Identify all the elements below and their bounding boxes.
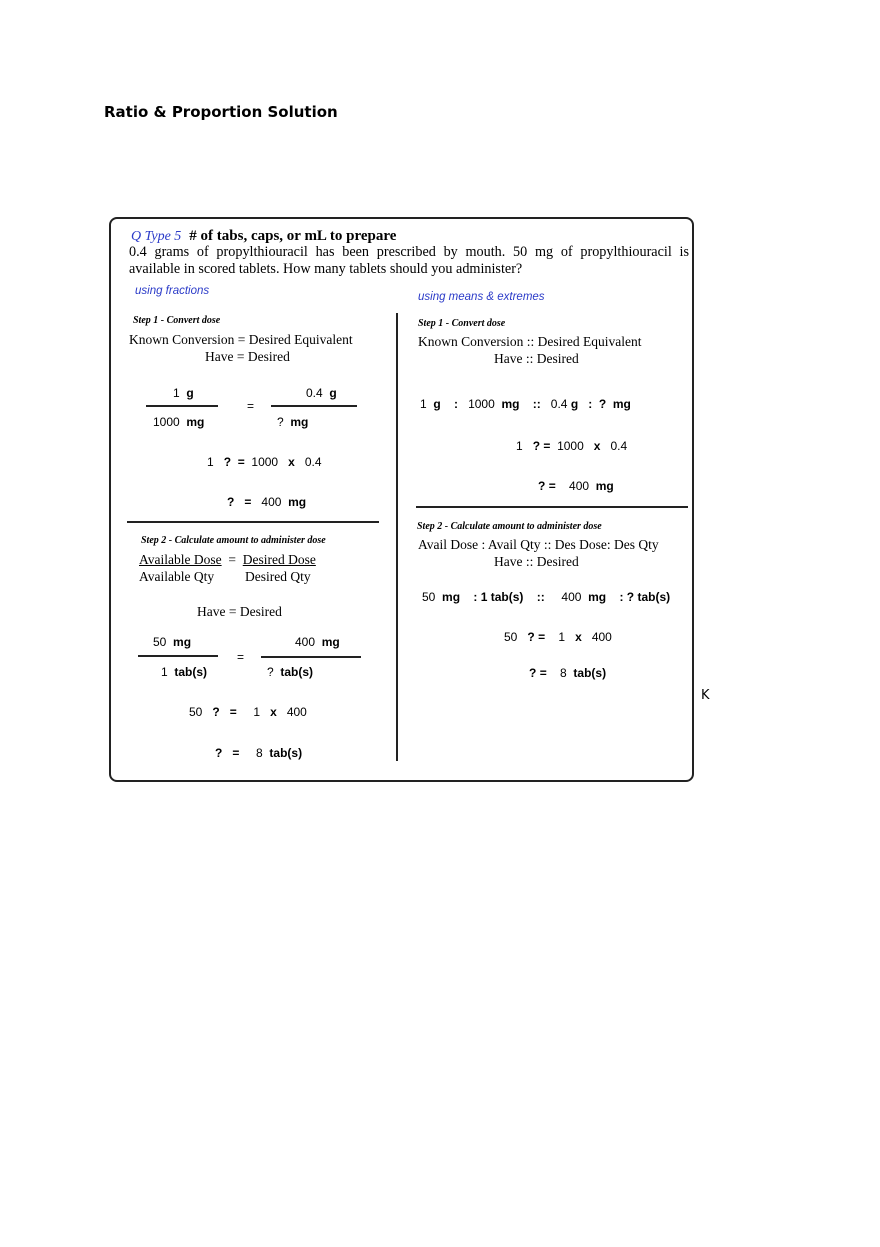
question-header bbox=[131, 225, 396, 245]
stray-letter: K bbox=[701, 688, 710, 703]
left-f1-numerator-left: 1 g bbox=[173, 386, 194, 400]
problem-statement: 0.4 grams of propylthiouracil has been prescribed by mouth. 50 mg of propylthiouracil is available in scored tablets. How many tablets should you administer? bbox=[129, 244, 689, 277]
left-f2-fraction-bar-left bbox=[138, 655, 218, 657]
left-f2-numerator-left: 50 mg bbox=[153, 635, 192, 649]
right-step2-rule-line2: Have :: Desired bbox=[494, 554, 579, 569]
left-step2-result: ? = 8 tab(s) bbox=[215, 746, 303, 760]
question-type-label: Q Type 5 bbox=[131, 229, 182, 244]
right-step2-result: ? = 8 tab(s) bbox=[529, 666, 607, 680]
left-step2-cross-multiply: 50 ? = 1 x 400 bbox=[189, 705, 307, 719]
right-step1-cross-multiply: 1 ? = 1000 x 0.4 bbox=[516, 439, 628, 453]
right-step1-rule-line2: Have :: Desired bbox=[494, 351, 579, 366]
left-method-label: using fractions bbox=[135, 285, 210, 297]
left-f1-fraction-bar-right bbox=[271, 405, 357, 407]
right-step1-result: ? = 400 mg bbox=[538, 479, 614, 493]
left-step1-result: ? = 400 mg bbox=[227, 495, 307, 509]
right-step1-label: Step 1 - Convert dose bbox=[418, 318, 506, 329]
left-step1-cross-multiply: 1 ? = 1000 x 0.4 bbox=[207, 455, 322, 469]
left-f1-denominator-left: 1000 mg bbox=[153, 415, 205, 429]
left-step2-rule-bottom-right: Desired Qty bbox=[245, 569, 311, 584]
left-step2-rule-bottom-left: Available Qty bbox=[139, 569, 215, 584]
left-f2-numerator-right: 400 mg bbox=[295, 635, 340, 649]
left-step2-rule-top: Available Dose = Desired Dose bbox=[139, 552, 316, 567]
right-step2-cross-multiply: 50 ? = 1 x 400 bbox=[504, 630, 612, 644]
left-step1-rule-line2: Have = Desired bbox=[205, 349, 290, 364]
left-f2-equals: = bbox=[237, 650, 245, 664]
right-step2-rule-line1: Avail Dose : Avail Qty :: Des Dose: Des Qty bbox=[418, 537, 659, 552]
left-step1-label: Step 1 - Convert dose bbox=[133, 315, 221, 326]
left-f1-fraction-bar-left bbox=[146, 405, 218, 407]
page-title: Ratio & Proportion Solution bbox=[104, 103, 338, 121]
right-step2-proportion: 50 mg : 1 tab(s) :: 400 mg : ? tab(s) bbox=[422, 590, 671, 604]
question-title: # of tabs, caps, or mL to prepare bbox=[189, 228, 397, 244]
right-step-divider bbox=[416, 506, 688, 508]
right-step1-proportion: 1 g : 1000 mg :: 0.4 g : ? mg bbox=[420, 397, 631, 411]
left-step2-label: Step 2 - Calculate amount to administer dose bbox=[141, 535, 326, 546]
left-f1-denominator-right: ? mg bbox=[277, 415, 309, 429]
left-f2-denominator-left: 1 tab(s) bbox=[161, 665, 208, 679]
right-step1-rule-line1: Known Conversion :: Desired Equivalent bbox=[418, 334, 642, 349]
right-step2-label: Step 2 - Calculate amount to administer dose bbox=[417, 521, 602, 532]
left-step-divider bbox=[127, 521, 379, 523]
left-step2-rule-line: Have = Desired bbox=[197, 604, 282, 619]
column-divider bbox=[396, 313, 398, 761]
worked-example-figure bbox=[109, 217, 694, 782]
left-f2-fraction-bar-right bbox=[261, 656, 361, 658]
left-f1-numerator-right: 0.4 g bbox=[306, 386, 337, 400]
left-step1-rule-line1: Known Conversion = Desired Equivalent bbox=[129, 332, 353, 347]
left-f1-equals: = bbox=[247, 399, 255, 413]
right-method-label: using means & extremes bbox=[418, 291, 545, 303]
left-f2-denominator-right: ? tab(s) bbox=[267, 665, 314, 679]
